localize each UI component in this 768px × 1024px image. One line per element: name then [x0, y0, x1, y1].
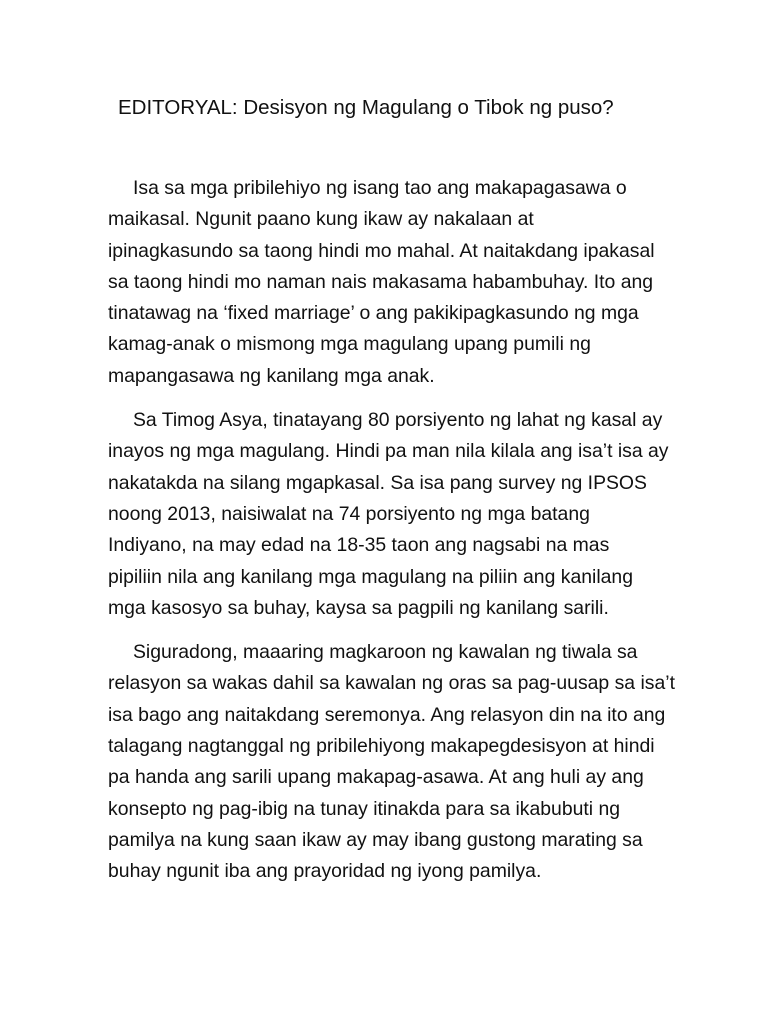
paragraph-line: konsepto ng pag-ibig na tunay itinakda para sa ikabubuti ng [108, 797, 621, 820]
paragraph-line: Indiyano, na may edad na 18-35 taon ang nagsabi na mas [108, 534, 610, 557]
editorial-body [108, 173, 675, 901]
paragraph-line: isa bago ang naitakdang seremonya. Ang relasyon din na ito ang [108, 703, 666, 726]
paragraph-line: sa taong hindi mo naman nais makasama habambuhay. Ito ang [108, 270, 654, 293]
paragraph-line: pipiliin nila ang kanilang mga magulang na piliin ang kanilang [108, 565, 633, 588]
paragraph-line: noong 2013, naisiwalat na 74 porsiyento ng mga batang [108, 502, 590, 525]
paragraph-line: pa handa ang sarili upang makapag-asawa. At ang huli ay ang [108, 766, 644, 789]
paragraph-line: mapangasawa ng kanilang mga anak. [108, 364, 435, 387]
paragraph-line: nakatakda na silang mgapkasal. Sa isa pang survey ng IPSOS [108, 471, 647, 494]
paragraph-2 [108, 405, 668, 624]
paragraph-line: pamilya na kung saan ikaw ay may ibang gustong marating sa [108, 828, 643, 851]
paragraph-line: inayos ng mga magulang. Hindi pa man nila kilala ang isa’t isa ay [108, 440, 669, 463]
paragraph-3 [108, 637, 675, 887]
paragraph-line: Isa sa mga pribilehiyo ng isang tao ang makapagasawa o [133, 177, 627, 199]
paragraph-line: maikasal. Ngunit paano kung ikaw ay nakalaan at [108, 208, 534, 231]
editorial-title: EDITORYAL: Desisyon ng Magulang o Tibok ng puso? [118, 96, 614, 119]
paragraph-line: ipinagkasundo sa taong hindi mo mahal. At naitakdang ipakasal [108, 239, 655, 262]
paragraph-line: Sa Timog Asya, tinatayang 80 porsiyento ng lahat ng kasal ay [133, 409, 663, 432]
paragraph-line: talagang nagtanggal ng pribilehiyong makapegdesisyon at hindi [108, 735, 655, 758]
paragraph-line: tinatawag na ‘fixed marriage’ o ang pakikipagkasundo ng mga [108, 302, 639, 325]
paragraph-line: mga kasosyo sa buhay, kaysa sa pagpili ng kanilang sarili. [108, 596, 609, 619]
paragraph-1 [108, 173, 668, 392]
paragraph-line: buhay ngunit iba ang prayoridad ng iyong pamilya. [108, 860, 542, 883]
paragraph-line: Siguradong, maaaring magkaroon ng kawalan ng tiwala sa [133, 641, 638, 664]
paragraph-line: relasyon sa wakas dahil sa kawalan ng oras sa pag-uusap sa isa’t [108, 672, 675, 695]
paragraph-line: kamag-anak o mismong mga magulang upang pumili ng [108, 333, 591, 356]
